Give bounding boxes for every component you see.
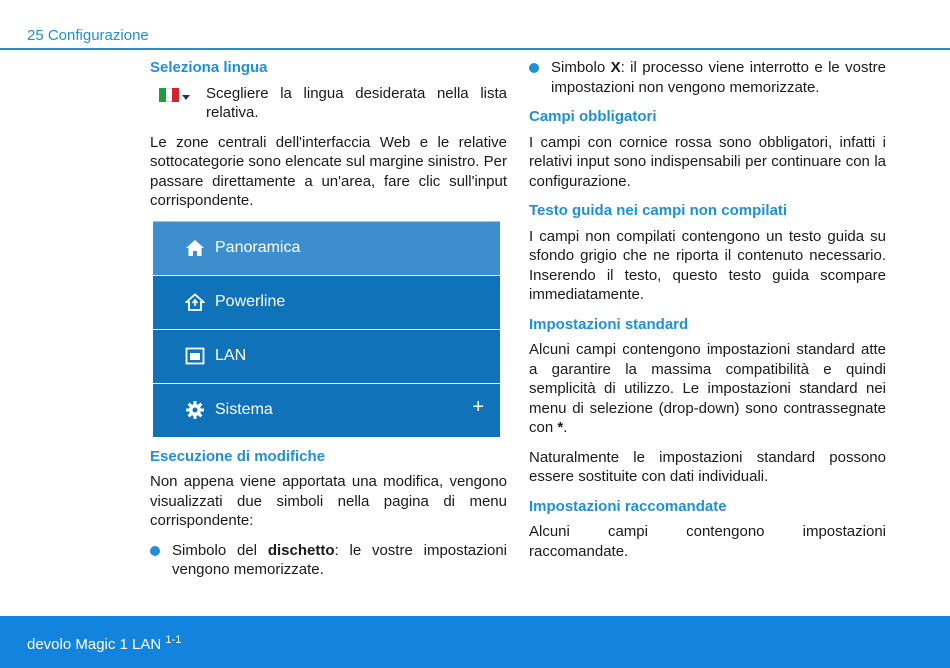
- required-paragraph: I campi con cornice rossa sono obbligatori, infatti i relativi input sono indispensabili per continuare con la configurazione.: [529, 133, 886, 190]
- bullet-save-text: Simbolo del dischetto: le vostre impostazioni vengono memorizzate.: [172, 541, 507, 578]
- heading-select-language: Seleziona lingua: [150, 59, 268, 76]
- menu-item-lan[interactable]: [153, 330, 500, 384]
- recommended-paragraph: Alcuni campi contengono impostazioni raccomandate.: [529, 523, 886, 560]
- heading-recommended-settings: Impostazioni raccomandate: [529, 497, 727, 515]
- bullet-dot-icon: [150, 546, 160, 556]
- heading-standard-settings: Impostazioni standard: [529, 315, 689, 333]
- heading-changes: Esecuzione di modifiche: [150, 447, 326, 465]
- heading-help-text: Testo guida nei campi non compilati: [529, 202, 788, 219]
- menu-item-label: Panoramica: [215, 239, 301, 257]
- help-paragraph: I campi non compilati contengono un testo guida su sfondo grigio che ne riporta il contenuto necessario. Inserendo il testo, questo testo guida scompare immediatamente.: [529, 227, 886, 303]
- footer-product: devolo Magic 1 LAN $^{1-1}$: [27, 634, 182, 653]
- bullet-cancel-text: Simbolo X: il processo viene interrotto e le vostre impostazioni non vengono memorizzate.: [551, 59, 886, 96]
- language-dropdown[interactable]: [150, 84, 206, 102]
- right-column: [529, 58, 886, 571]
- bullet-dot-icon: [529, 63, 539, 73]
- lan-icon: [185, 346, 205, 366]
- left-column: [150, 58, 507, 590]
- menu-item-sistema[interactable]: [153, 384, 500, 437]
- home-icon: [185, 238, 205, 258]
- gear-icon: [185, 400, 205, 420]
- menu-item-label: LAN: [215, 347, 247, 365]
- heading-required-fields: Campi obbligatori: [529, 108, 657, 125]
- header-divider: [0, 48, 950, 50]
- expand-plus-icon[interactable]: +: [472, 395, 484, 418]
- standard-paragraph: Alcuni campi contengono impostazioni standard atte a garantire la massima compatibilità e quindi semplicità di utilizzo. Le impostazioni standard nei menu di selezione (drop-down) sono contrassegnate con *.: [529, 341, 886, 436]
- standard-paragraph-2: Naturalmente le impostazioni standard possono essere sostituite con dati individuali.: [529, 448, 886, 485]
- menu-item-powerline[interactable]: [153, 276, 500, 330]
- intro-paragraph: Le zone centrali dell'interfaccia Web e le relative sottocategorie sono elencate sul margine sinistro. Per passare direttamente a un'area, fare clic sull'input corrispondente.: [150, 133, 507, 209]
- italian-flag-icon: [159, 88, 179, 102]
- changes-paragraph: Non appena viene apportata una modifica, vengono visualizzati due simboli nella pagina di menu corrispondente:: [150, 473, 507, 529]
- page-title: 25 Configurazione: [27, 27, 149, 44]
- bullet-cancel: [529, 58, 886, 97]
- powerline-icon: [185, 292, 205, 312]
- bullet-save: [150, 541, 507, 580]
- chevron-down-icon: [182, 95, 190, 100]
- language-selector-row: [150, 84, 507, 123]
- footer-version: 1-1: [165, 634, 182, 646]
- web-interface-menu: [153, 221, 500, 437]
- language-description: Scegliere la lingua desiderata nella lista relativa.: [206, 84, 507, 121]
- menu-item-label: Sistema: [215, 401, 273, 419]
- menu-item-label: Powerline: [215, 293, 286, 311]
- page-header: [0, 0, 950, 50]
- page-footer: [0, 616, 950, 668]
- menu-item-panoramica[interactable]: [153, 222, 500, 276]
